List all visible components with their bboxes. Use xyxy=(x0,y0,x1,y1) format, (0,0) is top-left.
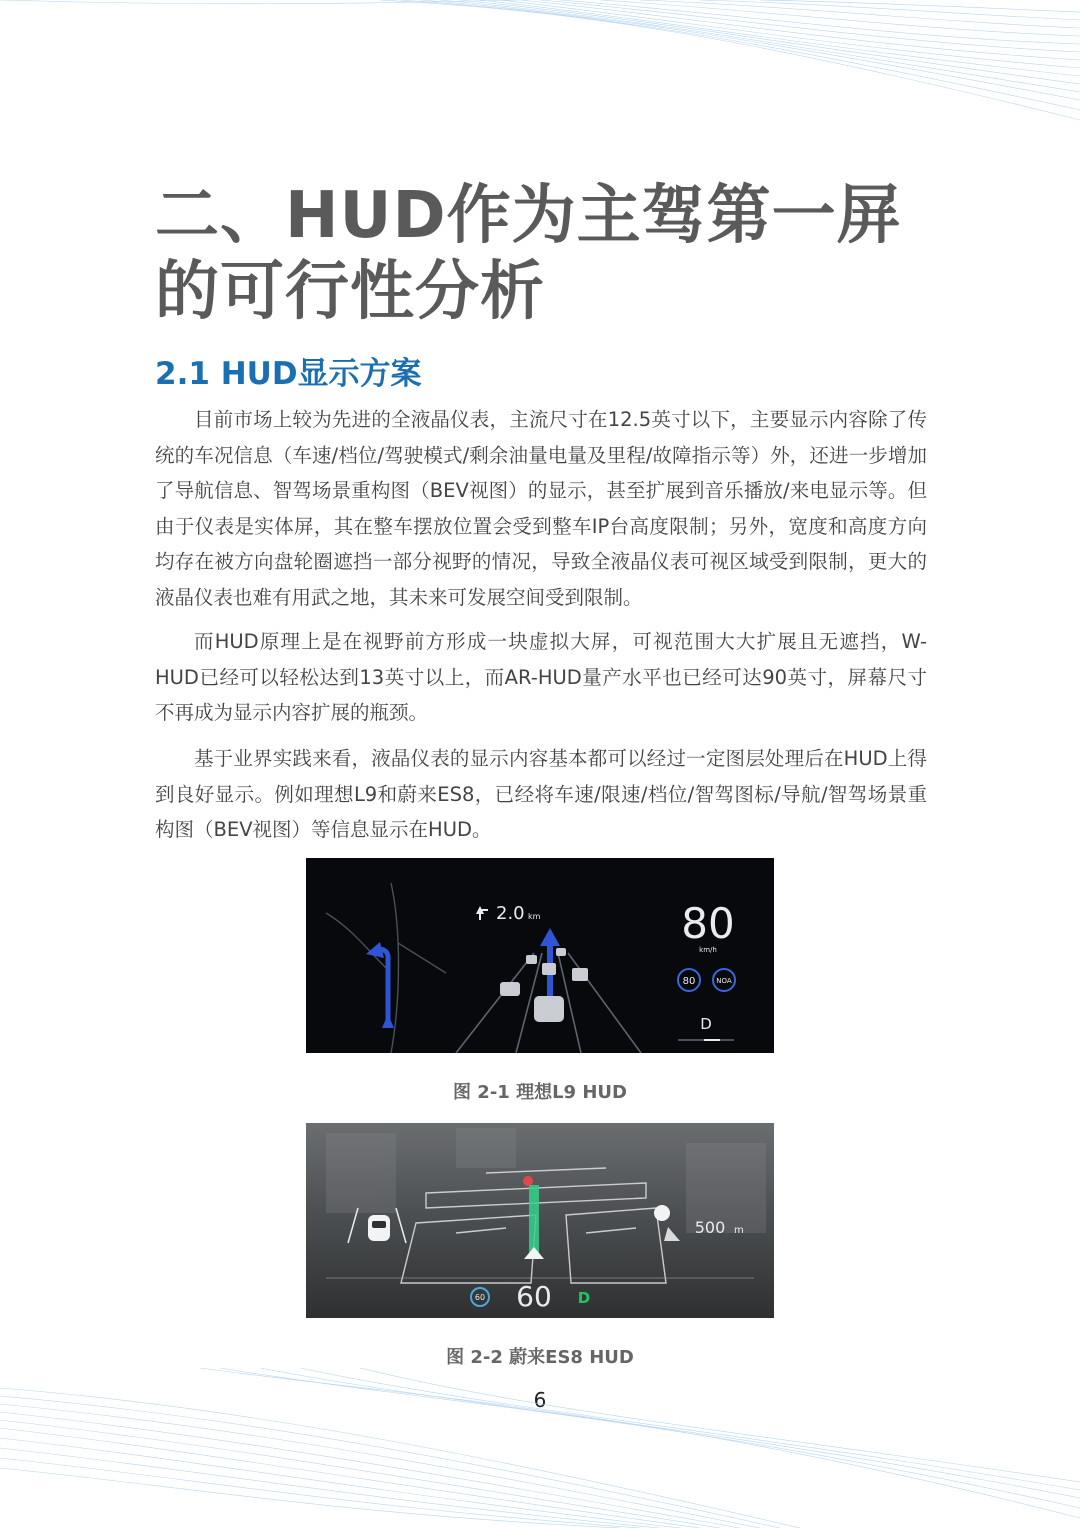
section-heading: 2.1 HUD显示方案 xyxy=(155,356,422,392)
nio-es8-hud-image xyxy=(306,1123,774,1318)
chapter-heading: 二、HUD作为主驾第一屏的可行性分析 xyxy=(155,179,902,329)
figure-li-l9-hud xyxy=(306,858,774,1053)
speed-limit-value: 80 xyxy=(682,976,696,987)
speed-readout: 60 xyxy=(516,1280,552,1313)
car-icon xyxy=(572,968,588,981)
page-number: 6 xyxy=(533,1388,547,1412)
car-icon xyxy=(556,948,566,956)
location-pin-icon xyxy=(654,1205,670,1221)
ego-car-icon xyxy=(534,996,564,1022)
figure-caption-2: 图 2-2 蔚来ES8 HUD xyxy=(446,1347,634,1368)
speed-limit-value: 60 xyxy=(474,1293,486,1302)
li-l9-hud-image xyxy=(306,858,774,1053)
top-wave-decoration xyxy=(0,0,1080,140)
speed-readout: 80 xyxy=(681,899,735,948)
car-icon xyxy=(526,955,537,964)
gear-indicator: D xyxy=(700,1015,712,1033)
destination-pin-icon xyxy=(523,1176,533,1186)
distance-readout: 500 xyxy=(694,1218,726,1237)
figure-nio-es8-hud xyxy=(306,1123,774,1318)
figure-caption-1: 图 2-1 理想L9 HUD xyxy=(453,1082,627,1103)
noa-badge-label: NOA xyxy=(716,977,732,985)
body-paragraph-2: 而HUD原理上是在视野前方形成一块虚拟大屏，可视范围大大扩展且无遮挡，W-HUD已经可以轻松达到13英寸以上，而AR-HUD量产水平也已经可达90英寸，屏幕尺寸不再成为显示内容扩展的瓶颈。 xyxy=(155,630,927,724)
car-icon xyxy=(542,963,556,975)
body-paragraph-1: 目前市场上较为先进的全液晶仪表，主流尺寸在12.5英寸以下，主要显示内容除了传统的车况信息（车速/档位/驾驶模式/剩余油量电量及里程/故障指示等）外，还进一步增加了导航信息、智驾场景重构图（BEV视图）的显示，甚至扩展到音乐播放/来电显示等。但由于仪表是实体屏，其在整车摆放位置会受到整车IP台高度限制；另外，宽度和高度方向均存在被方向盘轮圈遮挡一部分视野的情况，导致全液晶仪表可视区域受到限制，更大的液晶仪表也难有用武之地，其未来可发展空间受到限制。 xyxy=(155,408,927,609)
turn-distance: 2.0 xyxy=(496,903,525,924)
car-icon xyxy=(500,982,520,996)
body-paragraph-3: 基于业界实践来看，液晶仪表的显示内容基本都可以经过一定图层处理后在HUD上得到良好显示。例如理想L9和蔚来ES8，已经将车速/限速/档位/智驾图标/导航/智驾场景重构图（BEV视图）等信息显示在HUD。 xyxy=(155,747,927,841)
distance-unit: m xyxy=(734,1225,744,1236)
gear-indicator: D xyxy=(577,1289,591,1307)
turn-distance-unit: km xyxy=(528,912,541,921)
speed-unit: km/h xyxy=(699,946,717,954)
